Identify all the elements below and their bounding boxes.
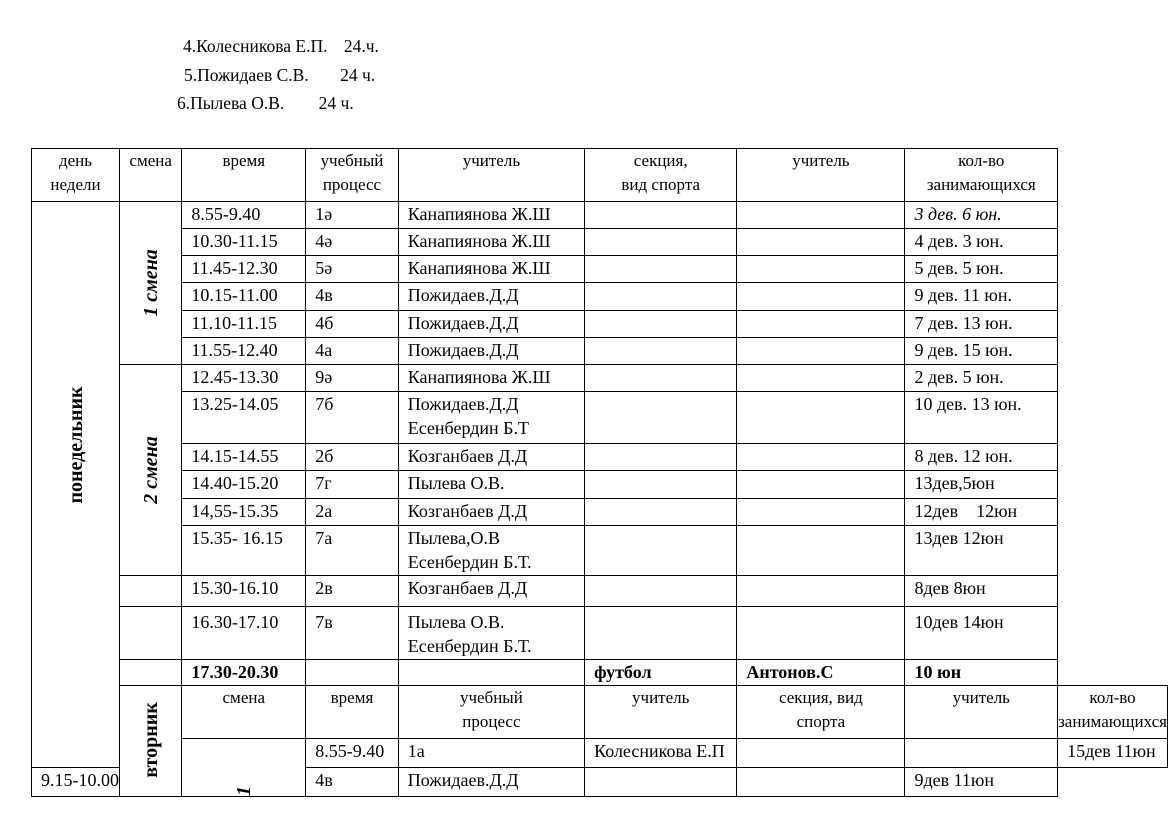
staff-name: 4.Колесникова Е.П. [183, 36, 328, 56]
time-cell: 11.45-12.30 [182, 256, 306, 283]
section-cell: футбол [585, 660, 737, 686]
class-cell: 7в [306, 607, 399, 660]
time-cell: 11.10-11.15 [182, 310, 306, 337]
day-label: вторник [139, 702, 162, 778]
teacher-cell: Пожидаев.Д.Д [398, 310, 584, 337]
table-row [32, 739, 1168, 768]
time-cell: 16.30-17.10 [182, 607, 306, 660]
header-process: учебный процесс [398, 686, 584, 739]
section-cell [585, 607, 737, 660]
teacher2-cell [737, 607, 905, 660]
header-day: день недели [32, 149, 120, 202]
time-cell: 14.40-15.20 [182, 471, 306, 498]
class-cell: 7а [306, 525, 399, 575]
teacher-cell: Канапиянова Ж.Ш [398, 229, 584, 256]
teacher-cell: Пожидаев.Д.Д [398, 768, 584, 797]
class-cell: 9ә [306, 365, 399, 392]
header-count: кол-во занимающихся [905, 149, 1058, 202]
count-cell: 4 дев. 3 юн. [905, 229, 1058, 256]
table-row [32, 310, 1168, 337]
table-row [32, 283, 1168, 310]
teacher2-cell [737, 202, 905, 229]
table-row [32, 229, 1168, 256]
staff-hours: 24 ч. [318, 93, 354, 113]
teacher2-cell [737, 365, 905, 392]
time-cell: 13.25-14.05 [182, 392, 306, 444]
teacher-cell: Колесникова Е.П [585, 739, 737, 768]
count-cell: 9дев 11юн [905, 768, 1058, 797]
table-row [32, 498, 1168, 525]
shift-cell [120, 660, 182, 686]
header-time: время [306, 686, 399, 739]
schedule-table [31, 148, 1168, 797]
header-section: секция, вид спорта [585, 149, 737, 202]
count-cell: 12дев 12юн [905, 498, 1058, 525]
header-row [32, 149, 1168, 202]
staff-name: 6.Пылева О.В. [177, 93, 285, 113]
class-cell: 5ә [306, 256, 399, 283]
section-cell [585, 576, 737, 607]
day-cell [32, 202, 120, 768]
teacher-cell: Пожидаев.Д.Д [398, 283, 584, 310]
class-cell: 1а [398, 739, 584, 768]
header-process: учебный процесс [306, 149, 399, 202]
teacher-cell: Козганбаев Д.Д [398, 444, 584, 471]
time-cell: 8.55-9.40 [306, 739, 399, 768]
section-cell [737, 739, 905, 768]
day-label: понедельник [64, 386, 87, 504]
teacher-cell: Пылева,О.В Есенбердин Б.Т. [398, 525, 584, 575]
teacher2-cell [737, 525, 905, 575]
count-cell: 10 юн [905, 660, 1058, 686]
teacher2-cell [737, 256, 905, 283]
count-cell: 8дев 8юн [905, 576, 1058, 607]
section-cell [585, 471, 737, 498]
table-row [32, 337, 1168, 364]
shift-cell [120, 202, 182, 365]
header-teacher: учитель [585, 686, 737, 739]
time-cell: 8.55-9.40 [182, 202, 306, 229]
staff-line-1 [183, 36, 379, 56]
count-cell: 10 дев. 13 юн. [905, 392, 1058, 444]
shift-label: 1 [232, 786, 255, 796]
table-row [32, 256, 1168, 283]
teacher2-cell [737, 576, 905, 607]
table-row [32, 392, 1168, 444]
time-cell: 14.15-14.55 [182, 444, 306, 471]
header-teacher: учитель [398, 149, 584, 202]
teacher2-cell [737, 768, 905, 797]
header-count: кол-во занимающихся [1058, 686, 1168, 739]
teacher-cell: Пылева О.В. Есенбердин Б.Т. [398, 607, 584, 660]
teacher-cell: Пожидаев.Д.Д [398, 337, 584, 364]
teacher2-cell [737, 229, 905, 256]
table-row [32, 471, 1168, 498]
section-cell [585, 337, 737, 364]
count-cell: 9 дев. 15 юн. [905, 337, 1058, 364]
table-row [32, 202, 1168, 229]
section-cell [585, 525, 737, 575]
time-cell: 9.15-10.00 [32, 768, 120, 797]
teacher-cell: Канапиянова Ж.Ш [398, 202, 584, 229]
teacher2-cell [737, 471, 905, 498]
time-cell: 12.45-13.30 [182, 365, 306, 392]
staff-line-2 [184, 65, 375, 85]
sport-row [32, 660, 1168, 686]
teacher2-cell [737, 283, 905, 310]
time-cell: 15.30-16.10 [182, 576, 306, 607]
table-row [32, 576, 1168, 607]
class-cell [306, 660, 399, 686]
class-cell: 2б [306, 444, 399, 471]
teacher2-cell [905, 739, 1058, 768]
teacher-cell: Пожидаев.Д.Д Есенбердин Б.Т [398, 392, 584, 444]
count-cell: 13дев,5юн [905, 471, 1058, 498]
class-cell: 1ә [306, 202, 399, 229]
count-cell: 3 дев. 6 юн. [905, 202, 1058, 229]
section-cell [585, 365, 737, 392]
count-cell: 8 дев. 12 юн. [905, 444, 1058, 471]
teacher-cell: Пылева О.В. [398, 471, 584, 498]
count-cell: 15дев 11юн [1058, 739, 1168, 768]
teacher2-cell [737, 310, 905, 337]
count-cell: 2 дев. 5 юн. [905, 365, 1058, 392]
teacher-cell: Канапиянова Ж.Ш [398, 256, 584, 283]
day-cell [120, 686, 182, 797]
time-cell: 14,55-15.35 [182, 498, 306, 525]
teacher2-cell: Антонов.С [737, 660, 905, 686]
class-cell: 2в [306, 576, 399, 607]
header-teacher2: учитель [905, 686, 1058, 739]
count-cell: 10дев 14юн [905, 607, 1058, 660]
staff-hours: 24 ч. [340, 65, 376, 85]
shift-cell [120, 365, 182, 576]
teacher2-cell [737, 498, 905, 525]
class-cell: 4ә [306, 229, 399, 256]
time-cell: 10.15-11.00 [182, 283, 306, 310]
shift-cell [182, 739, 306, 797]
header-shift: смена [182, 686, 306, 739]
table-row [32, 607, 1168, 660]
staff-hours: 24.ч. [343, 36, 379, 56]
class-cell: 4а [306, 337, 399, 364]
header-section: секция, вид спорта [737, 686, 905, 739]
class-cell: 2а [306, 498, 399, 525]
class-cell: 4в [306, 768, 399, 797]
tuesday-header-row [32, 686, 1168, 739]
header-shift: смена [120, 149, 182, 202]
teacher-cell: Козганбаев Д.Д [398, 576, 584, 607]
section-cell [585, 310, 737, 337]
section-cell [585, 283, 737, 310]
shift-label: 2 смена [139, 436, 162, 504]
class-cell: 4в [306, 283, 399, 310]
table-row [32, 525, 1168, 575]
time-cell: 15.35- 16.15 [182, 525, 306, 575]
section-cell [585, 202, 737, 229]
section-cell [585, 768, 737, 797]
count-cell: 13дев 12юн [905, 525, 1058, 575]
section-cell [585, 498, 737, 525]
teacher2-cell [737, 337, 905, 364]
time-cell: 17.30-20.30 [182, 660, 306, 686]
section-cell [585, 229, 737, 256]
teacher-cell [398, 660, 584, 686]
teacher2-cell [737, 392, 905, 444]
shift-cell [120, 576, 182, 607]
teacher2-cell [737, 444, 905, 471]
class-cell: 4б [306, 310, 399, 337]
table-row [32, 444, 1168, 471]
header-time: время [182, 149, 306, 202]
count-cell: 5 дев. 5 юн. [905, 256, 1058, 283]
class-cell: 7б [306, 392, 399, 444]
staff-line-3 [177, 93, 354, 113]
count-cell: 7 дев. 13 юн. [905, 310, 1058, 337]
teacher-cell: Козганбаев Д.Д [398, 498, 584, 525]
staff-name: 5.Пожидаев С.В. [184, 65, 309, 85]
section-cell [585, 392, 737, 444]
header-teacher2: учитель [737, 149, 905, 202]
section-cell [585, 256, 737, 283]
class-cell: 7г [306, 471, 399, 498]
shift-cell [120, 607, 182, 660]
shift-label: 1 смена [139, 249, 162, 317]
count-cell: 9 дев. 11 юн. [905, 283, 1058, 310]
time-cell: 11.55-12.40 [182, 337, 306, 364]
time-cell: 10.30-11.15 [182, 229, 306, 256]
section-cell [585, 444, 737, 471]
table-row [32, 365, 1168, 392]
teacher-cell: Канапиянова Ж.Ш [398, 365, 584, 392]
